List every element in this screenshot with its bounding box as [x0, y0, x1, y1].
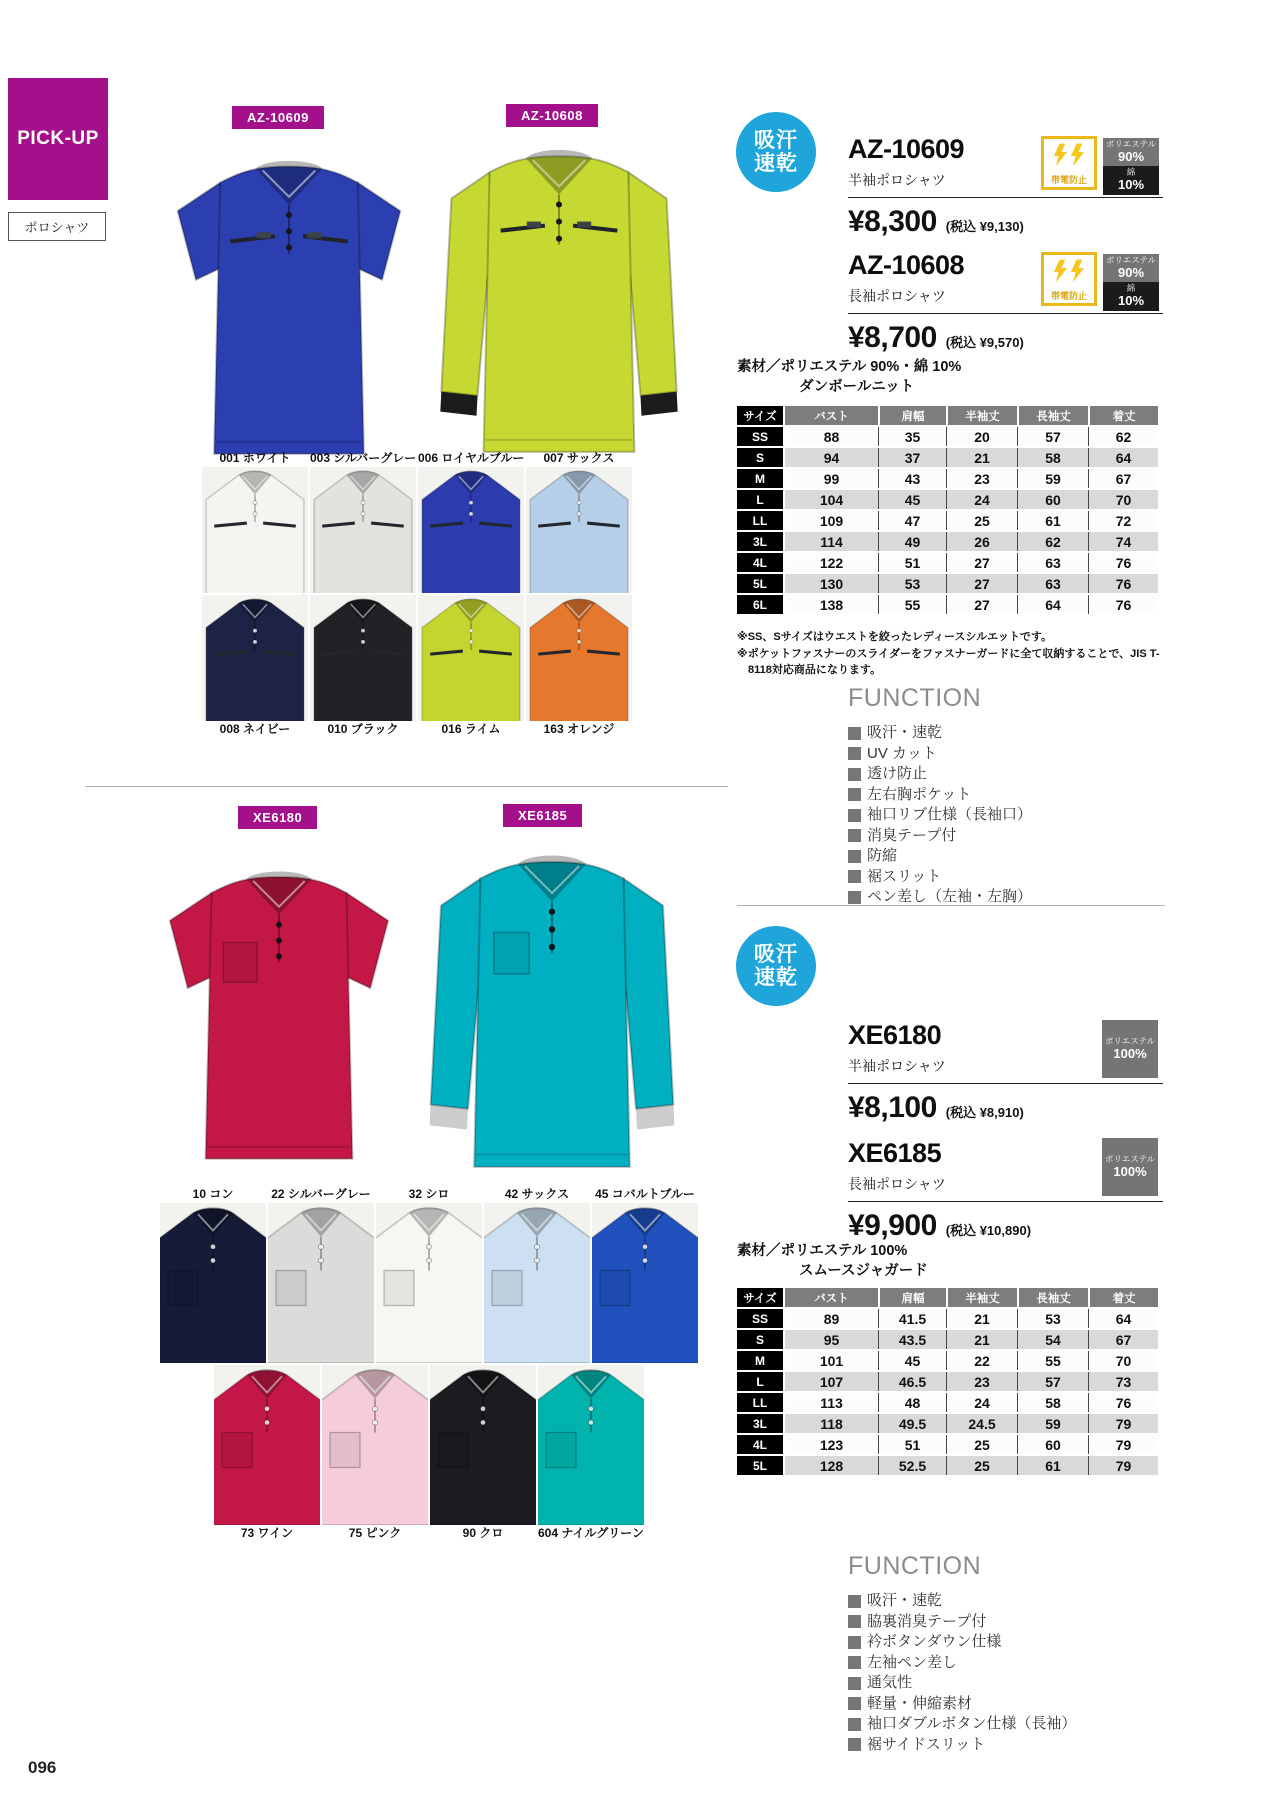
function-item-label: 左右胸ポケット	[867, 785, 972, 803]
tax-price: (税込 ¥8,910)	[945, 1105, 1024, 1120]
swatch-shirt-photo	[376, 1203, 482, 1363]
size-table-header: サイズ バスト 肩幅 半袖丈 長袖丈 着丈	[737, 406, 1158, 425]
square-bullet-icon	[848, 768, 861, 781]
function-item-label: 衿ボタンダウン仕様	[867, 1633, 1002, 1650]
square-bullet-icon	[848, 1677, 861, 1690]
swatch-label: 163 オレンジ	[543, 722, 615, 736]
price: ¥8,100	[848, 1091, 937, 1124]
size-row: 3L 118 49.5 24.5 59 79	[737, 1414, 1158, 1433]
material-badge	[1103, 254, 1159, 311]
price-row	[848, 321, 1024, 355]
swatch-shirt-photo	[526, 467, 632, 593]
antistatic-label: 帯電防止	[1050, 291, 1087, 301]
product-code: XE6185	[848, 1138, 942, 1168]
size-label: LL	[737, 1393, 783, 1412]
material-polyester: ポリエステル 90%	[1103, 138, 1159, 166]
square-bullet-icon	[848, 870, 861, 883]
polo-shirt-short-sleeve	[150, 828, 408, 1180]
color-swatch	[214, 1365, 320, 1542]
polo-shirt-thumb	[322, 1365, 428, 1525]
function-item	[848, 1612, 1076, 1633]
price-row	[848, 1091, 1024, 1125]
polo-shirt-thumb	[310, 467, 416, 593]
product-tag-xe6180: XE6180	[238, 806, 317, 829]
function-item-label: 通気性	[867, 1674, 913, 1691]
polo-shirt-thumb	[538, 1365, 644, 1525]
function-item-label: 消臭テープ付	[867, 826, 957, 844]
function-item-label: 軽量・伸縮素材	[867, 1694, 973, 1712]
color-swatch	[484, 1186, 590, 1363]
size-row: 4L 122 51 27 63 76	[737, 553, 1158, 572]
square-bullet-icon	[848, 1615, 861, 1628]
square-bullet-icon	[848, 1718, 861, 1731]
divider-line	[848, 1201, 1163, 1202]
polo-shirt-long-sleeve	[420, 118, 698, 468]
product-type: 半袖ポロシャツ	[848, 1058, 946, 1074]
swatch-label: 32 シロ	[408, 1187, 450, 1201]
size-row: L 104 45 24 60 70	[737, 490, 1158, 509]
polo-shirt-thumb	[418, 595, 524, 721]
function-item	[848, 1591, 1076, 1612]
swatch-shirt-photo	[268, 1203, 374, 1363]
swatch-shirt-photo	[160, 1203, 266, 1363]
size-label: M	[737, 1351, 783, 1370]
material-cotton: 綿 10%	[1103, 282, 1159, 310]
function-item	[848, 723, 1032, 744]
product-photo-xe6185	[412, 818, 692, 1188]
material-description: 素材／ポリエステル 90%・綿 10% ダンボールニット	[737, 359, 962, 396]
price: ¥8,300	[848, 205, 937, 238]
swatch-label: 42 サックス	[504, 1187, 570, 1201]
swatch-shirt-photo	[418, 467, 524, 593]
size-row: 6L 138 55 27 64 76	[737, 595, 1158, 614]
polo-shirt-thumb	[484, 1203, 590, 1363]
price-row	[848, 205, 1024, 239]
size-row: 4L 123 51 25 60 79	[737, 1435, 1158, 1454]
lightning-icon	[1052, 142, 1086, 168]
size-row: LL 113 48 24 58 76	[737, 1393, 1158, 1412]
color-swatch	[418, 595, 524, 738]
square-bullet-icon	[848, 1656, 861, 1669]
color-swatch	[538, 1365, 644, 1542]
polo-shirt-thumb	[430, 1365, 536, 1525]
color-swatch	[268, 1186, 374, 1363]
square-bullet-icon	[848, 788, 861, 801]
polo-shirt-thumb	[310, 595, 416, 721]
function-item	[848, 1653, 1076, 1674]
badge-line2: 速乾	[754, 152, 798, 175]
square-bullet-icon	[848, 891, 861, 904]
swatch-shirt-photo	[202, 595, 308, 721]
product-type: 長袖ポロシャツ	[848, 1176, 946, 1192]
swatch-shirt-photo	[538, 1365, 644, 1525]
product-tag-xe6185: XE6185	[503, 804, 582, 827]
polo-shirt-thumb	[214, 1365, 320, 1525]
antistatic-badge	[1041, 136, 1097, 190]
size-label: 4L	[737, 553, 783, 572]
size-row: S 94 37 21 58 64	[737, 448, 1158, 467]
polo-shirt-thumb	[592, 1203, 698, 1363]
polo-shirt-thumb	[202, 595, 308, 721]
function-item-label: 防縮	[867, 847, 898, 864]
material-cotton: 綿 10%	[1103, 166, 1159, 194]
size-row: M 99 43 23 59 67	[737, 469, 1158, 488]
color-swatch	[202, 450, 308, 593]
square-bullet-icon	[848, 1697, 861, 1710]
polo-shirt-short-sleeve	[156, 128, 422, 464]
size-label: 4L	[737, 1435, 783, 1454]
price: ¥9,900	[848, 1209, 937, 1242]
divider-line	[848, 1083, 1163, 1084]
antistatic-badge	[1041, 252, 1097, 306]
polo-shirt-thumb	[418, 467, 524, 593]
function-item	[848, 1714, 1076, 1735]
swatch-label: 006 ロイヤルブルー	[418, 451, 525, 465]
tax-price: (税込 ¥9,570)	[945, 335, 1024, 350]
square-bullet-icon	[848, 829, 861, 842]
swatch-label: 010 ブラック	[327, 722, 399, 736]
material-badge: ポリエステル 100%	[1102, 1020, 1158, 1078]
function-item-label: 裾サイドスリット	[867, 1735, 986, 1753]
product-photo-xe6180	[150, 828, 408, 1180]
badge-line1: 吸汗	[754, 942, 798, 966]
product-code: XE6180	[848, 1020, 942, 1050]
swatch-shirt-photo	[202, 467, 308, 593]
function-item-label: 左袖ペン差し	[867, 1653, 958, 1671]
function-item-label: 吸汗・速乾	[867, 1592, 943, 1609]
size-row: 5L 128 52.5 25 61 79	[737, 1456, 1158, 1475]
square-bullet-icon	[848, 1636, 861, 1649]
function-block-az	[848, 684, 1032, 908]
product-tag-az10609: AZ-10609	[232, 106, 324, 129]
color-swatch	[592, 1186, 698, 1363]
color-swatch	[526, 595, 632, 738]
function-item	[848, 826, 1032, 847]
swatch-label: 008 ネイビー	[219, 722, 291, 736]
size-row: M 101 45 22 55 70	[737, 1351, 1158, 1370]
square-bullet-icon	[848, 747, 861, 760]
product-code: AZ-10609	[848, 134, 965, 164]
material-polyester: ポリエステル 90%	[1103, 254, 1159, 282]
function-item	[848, 1673, 1076, 1694]
size-label: L	[737, 490, 783, 509]
swatch-shirt-photo	[430, 1365, 536, 1525]
color-swatch	[526, 450, 632, 593]
pickup-banner: PICK-UP	[8, 78, 108, 200]
size-label: S	[737, 1330, 783, 1349]
sweat-quick-dry-badge	[736, 926, 816, 1006]
swatch-label: 75 ピンク	[348, 1526, 402, 1540]
price: ¥8,700	[848, 321, 937, 354]
size-label: S	[737, 448, 783, 467]
function-item-label: 吸汗・速乾	[867, 724, 943, 741]
function-block-xe	[848, 1552, 1076, 1755]
swatch-shirt-photo	[322, 1365, 428, 1525]
color-swatch	[430, 1365, 536, 1542]
swatch-label: 90 クロ	[462, 1526, 504, 1540]
size-label: 3L	[737, 532, 783, 551]
size-table-header: サイズ バスト 肩幅 半袖丈 長袖丈 着丈	[737, 1288, 1158, 1307]
size-label: SS	[737, 427, 783, 446]
polo-shirt-thumb	[268, 1203, 374, 1363]
product-type: 半袖ポロシャツ	[848, 172, 946, 188]
badge-line1: 吸汗	[754, 128, 798, 152]
swatch-shirt-photo	[214, 1365, 320, 1525]
lightning-icon	[1052, 258, 1086, 284]
swatch-label: 73 ワイン	[240, 1526, 294, 1540]
swatch-label: 001 ホワイト	[219, 451, 291, 465]
swatch-shirt-photo	[592, 1203, 698, 1363]
function-item	[848, 805, 1032, 826]
function-item-label: ペン差し（左袖・左胸）	[867, 888, 1033, 905]
function-item-label: 裾スリット	[867, 867, 942, 885]
antistatic-label: 帯電防止	[1050, 175, 1087, 185]
sweat-quick-dry-badge	[736, 112, 816, 192]
size-row: L 107 46.5 23 57 73	[737, 1372, 1158, 1391]
function-item-label: 脇裏消臭テープ付	[867, 1612, 987, 1630]
polo-shirt-thumb	[160, 1203, 266, 1363]
note-line: ※SS、Sサイズはウエストを絞ったレディースシルエットです。	[737, 631, 1053, 643]
section-divider	[85, 786, 728, 787]
size-table-az	[737, 404, 1158, 616]
size-row: LL 109 47 25 61 72	[737, 511, 1158, 530]
color-variations-az	[202, 450, 632, 738]
product-code: AZ-10608	[848, 250, 965, 280]
function-item	[848, 1735, 1076, 1756]
note-line: ※ポケットファスナーのスライダーをファスナーガードに全て収納することで、JIS T-8118対応商品になります。	[737, 647, 1160, 676]
swatch-label: 45 コバルトブルー	[595, 1187, 695, 1201]
function-item	[848, 1632, 1076, 1653]
size-label: 5L	[737, 1456, 783, 1475]
color-swatch	[418, 450, 524, 593]
swatch-shirt-photo	[526, 595, 632, 721]
square-bullet-icon	[848, 1595, 861, 1608]
function-item-label: 袖口リブ仕様（長袖口）	[867, 806, 1033, 823]
size-notes	[737, 629, 1169, 679]
square-bullet-icon	[848, 1738, 861, 1751]
size-row: S 95 43.5 21 54 67	[737, 1330, 1158, 1349]
color-swatch	[310, 450, 416, 593]
function-item-label: UV カット	[867, 744, 937, 762]
function-item	[848, 764, 1032, 785]
swatch-label: 22 シルバーグレー	[271, 1187, 371, 1201]
product-photo-az10609	[156, 128, 422, 464]
color-swatch	[160, 1186, 266, 1363]
function-item	[848, 1694, 1076, 1715]
size-row: 3L 114 49 26 62 74	[737, 532, 1158, 551]
square-bullet-icon	[848, 809, 861, 822]
polo-shirt-thumb	[202, 467, 308, 593]
page-number: 096	[28, 1758, 57, 1777]
swatch-shirt-photo	[310, 595, 416, 721]
swatch-label: 007 サックス	[543, 451, 615, 465]
function-title: FUNCTION	[848, 684, 982, 712]
section-divider	[737, 905, 1165, 906]
size-row: SS 89 41.5 21 53 64	[737, 1309, 1158, 1328]
category-box: ポロシャツ	[8, 212, 106, 241]
color-swatch	[376, 1186, 482, 1363]
badge-line2: 速乾	[754, 966, 798, 989]
function-item	[848, 846, 1032, 867]
size-table-xe	[737, 1286, 1158, 1477]
swatch-shirt-photo	[310, 467, 416, 593]
size-label: 5L	[737, 574, 783, 593]
swatch-shirt-photo	[418, 595, 524, 721]
material-badge: ポリエステル 100%	[1102, 1138, 1158, 1196]
divider-line	[848, 313, 1163, 314]
product-tag-az10608: AZ-10608	[506, 104, 598, 127]
polo-shirt-thumb	[526, 595, 632, 721]
function-title: FUNCTION	[848, 1552, 982, 1580]
swatch-label: 003 シルバーグレー	[310, 451, 417, 465]
function-item-label: 透け防止	[867, 765, 928, 782]
function-item	[848, 867, 1032, 888]
price-row	[848, 1209, 1031, 1243]
size-label: LL	[737, 511, 783, 530]
swatch-shirt-photo	[484, 1203, 590, 1363]
polo-shirt-thumb	[376, 1203, 482, 1363]
tax-price: (税込 ¥9,130)	[945, 219, 1024, 234]
divider-line	[848, 197, 1163, 198]
color-variations-xe	[160, 1186, 698, 1542]
product-photo-az10608	[420, 118, 698, 468]
size-label: M	[737, 469, 783, 488]
product-type: 長袖ポロシャツ	[848, 288, 946, 304]
polo-shirt-thumb	[526, 467, 632, 593]
swatch-label: 016 ライム	[441, 722, 501, 736]
material-badge	[1103, 138, 1159, 195]
size-row: SS 88 35 20 57 62	[737, 427, 1158, 446]
swatch-label: 10 コン	[192, 1187, 234, 1201]
size-label: 6L	[737, 595, 783, 614]
polo-shirt-long-sleeve	[412, 818, 692, 1188]
function-item	[848, 744, 1032, 765]
size-label: SS	[737, 1309, 783, 1328]
swatch-label: 604 ナイルグリーン	[538, 1526, 645, 1540]
size-label: L	[737, 1372, 783, 1391]
color-swatch	[322, 1365, 428, 1542]
square-bullet-icon	[848, 850, 861, 863]
size-row: 5L 130 53 27 63 76	[737, 574, 1158, 593]
size-label: 3L	[737, 1414, 783, 1433]
material-description: 素材／ポリエステル 100% スムースジャガード	[737, 1243, 928, 1280]
function-item-label: 袖口ダブルボタン仕様（長袖）	[867, 1715, 1077, 1732]
color-swatch	[202, 595, 308, 738]
square-bullet-icon	[848, 727, 861, 740]
function-item	[848, 785, 1032, 806]
tax-price: (税込 ¥10,890)	[945, 1223, 1032, 1238]
color-swatch	[310, 595, 416, 738]
